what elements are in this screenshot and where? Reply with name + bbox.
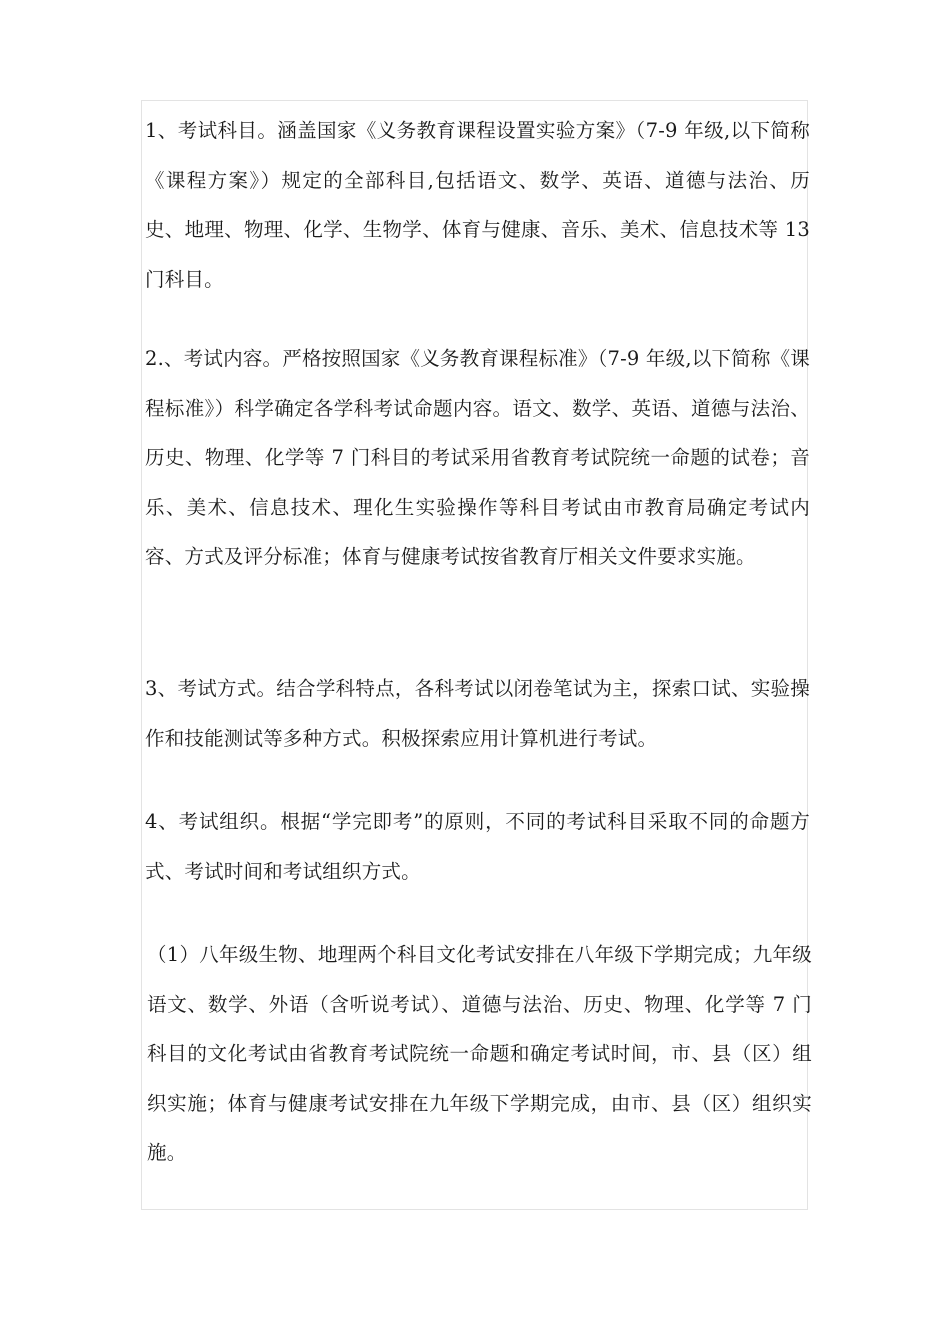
paragraph-exam-content: 2.、考试内容。严格按照国家《义务教育课程标准》（7-9 年级,以下简称《课程标准》）科学确定各学科考试命题内容。语文、数学、英语、道德与法治、历史、物理、化学等 7 门科目的考试采用省教育考试院统一命题的试卷；音乐、美术、信息技术、理化生实验操作等科目考试由市教育局确定考试内容、方式及评分标准；体育与健康考试按省教育厅相关文件要求实施。 xyxy=(145,347,810,568)
paragraph-exam-method: 3、考试方式。结合学科特点，各科考试以闭卷笔试为主，探索口试、实验操作和技能测试等多种方式。积极探索应用计算机进行考试。 xyxy=(145,677,810,750)
paragraph-exam-organization: 4、考试组织。根据“学完即考”的原则，不同的考试科目采取不同的命题方式、考试时间和考试组织方式。 xyxy=(145,810,810,883)
paragraph-exam-schedule: （1）八年级生物、地理两个科目文化考试安排在八年级下学期完成；九年级语文、数学、外语（含听说考试）、道德与法治、历史、物理、化学等 7 门科目的文化考试由省教育考试院统一命题和确定考试时间，市、县（区）组织实施；体育与健康考试安排在九年级下学期完成，由市、县（区）组织实施。 xyxy=(147,943,812,1164)
paragraph-exam-subjects: 1、考试科目。涵盖国家《义务教育课程设置实验方案》（7-9 年级,以下简称《课程方案》）规定的全部科目,包括语文、数学、英语、道德与法治、历史、地理、物理、化学、生物学、体育与健康、音乐、美术、信息技术等 13 门科目。 xyxy=(145,119,810,291)
